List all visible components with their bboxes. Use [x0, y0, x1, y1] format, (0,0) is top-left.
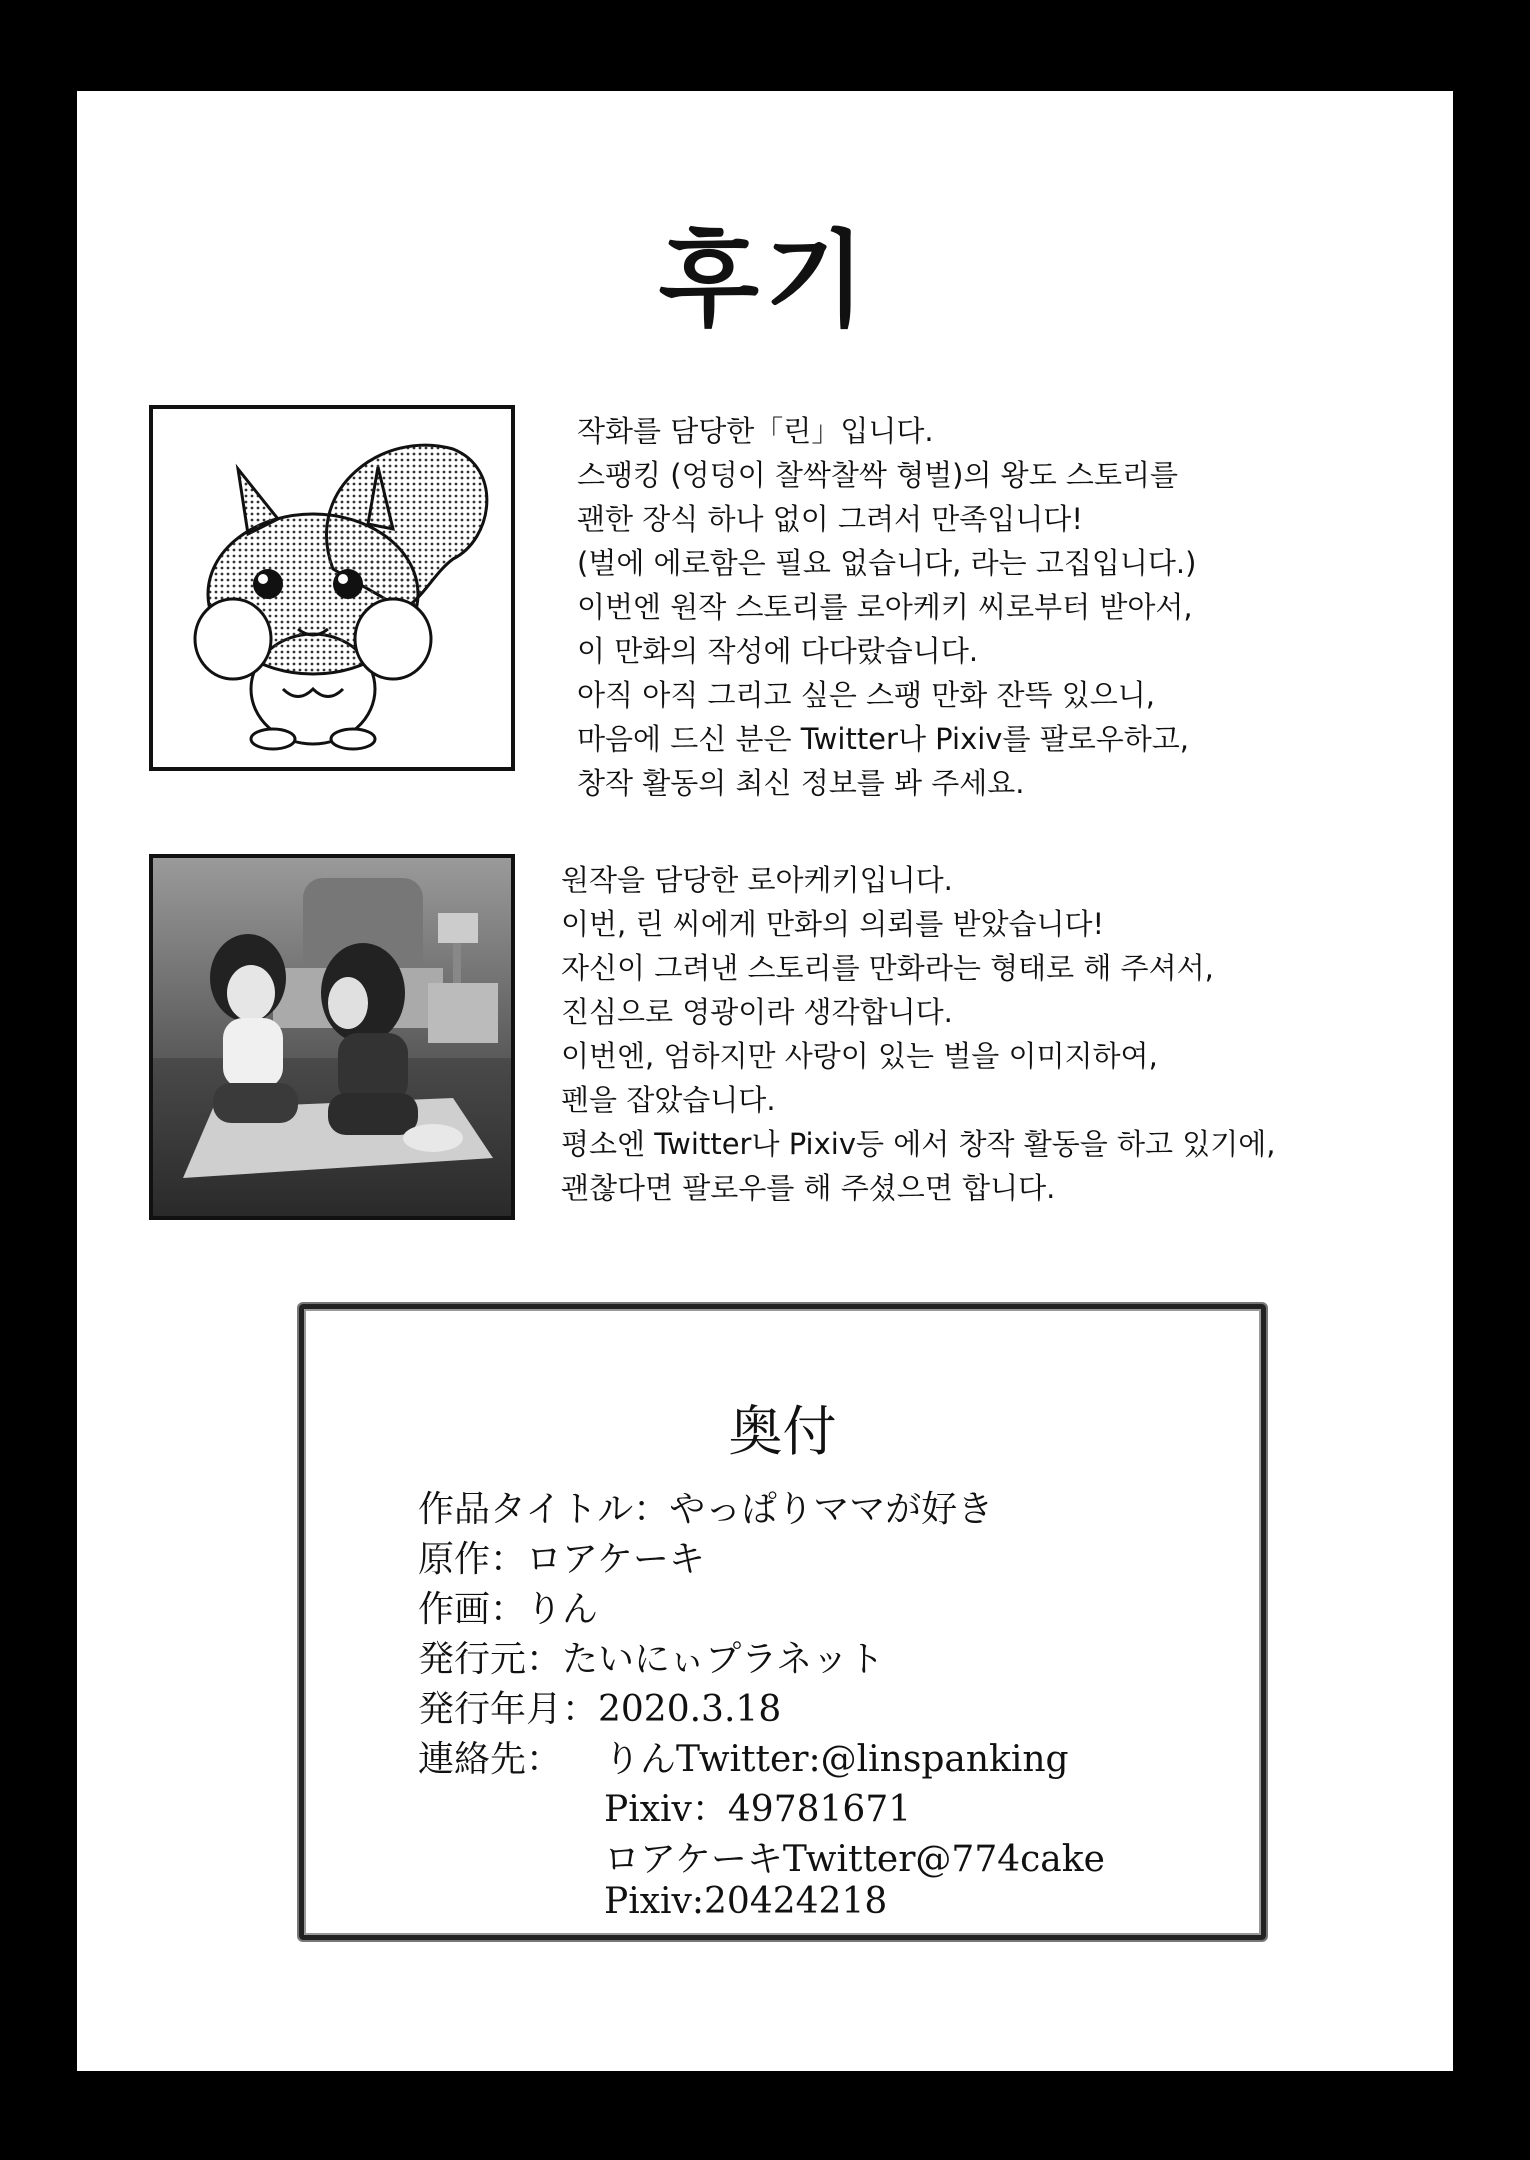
note-line: 마음에 드신 분은 Twitter나 Pixiv를 팔로우하고, — [577, 722, 1189, 756]
colophon-work-title: 作品タイトル：やっぱりママが好き — [418, 1489, 994, 1530]
note-line: 작화를 담당한「린」입니다. — [577, 414, 934, 448]
note-line: 펜을 잡았습니다. — [561, 1083, 776, 1117]
note-line: 진심으로 영광이라 생각합니다. — [561, 995, 953, 1029]
note-line: (벌에 에로함은 필요 없습니다, 라는 고집입니다.) — [577, 546, 1197, 580]
note-line: 원작을 담당한 로아케키입니다. — [561, 863, 953, 897]
note-line: 스팽킹 (엉덩이 찰싹찰싹 형벌)의 왕도 스토리를 — [577, 458, 1178, 492]
colophon-contact-line: ロアケーキTwitter@774cake — [604, 1839, 1105, 1880]
note-line: 자신이 그려낸 스토리를 만화라는 형태로 해 주셔서, — [561, 951, 1214, 985]
colophon-contact-line: Pixiv：49781671 — [604, 1789, 912, 1830]
colophon-publisher: 発行元：たいにぃプラネット — [418, 1639, 885, 1680]
page-title: 후기 — [658, 219, 872, 341]
note-line: 이 만화의 작성에 다다랐습니다. — [577, 634, 979, 668]
note-line: 이번, 린 씨에게 만화의 의뢰를 받았습니다! — [561, 907, 1105, 941]
colophon-box — [299, 1304, 1266, 1940]
note-line: 창작 활동의 최신 정보를 봐 주세요. — [577, 766, 1025, 800]
colophon-original: 原作：ロアケーキ — [418, 1539, 705, 1580]
squirrel-sketch-icon — [149, 405, 515, 771]
colophon-art: 作画：りん — [418, 1589, 599, 1630]
colophon-title: 奥付 — [728, 1400, 837, 1463]
author-note-writer — [561, 858, 1275, 1210]
author-note-artist — [577, 409, 1196, 805]
note-line: 이번엔, 엄하지만 사랑이 있는 벌을 이미지하여, — [561, 1039, 1158, 1073]
page — [77, 91, 1453, 2071]
colophon-contact-line: Pixiv:20424218 — [604, 1881, 888, 1922]
colophon-contact-label: 連絡先： — [418, 1739, 563, 1780]
note-line: 아직 아직 그리고 싶은 스팽 만화 잔뜩 있으니, — [577, 678, 1155, 712]
note-line: 이번엔 원작 스토리를 로아케키 씨로부터 받아서, — [577, 590, 1193, 624]
note-line: 괜한 장식 하나 없이 그려서 만족입니다! — [577, 502, 1083, 536]
3d-render-two-girls-bedroom-icon — [149, 854, 515, 1220]
note-line: 평소엔 Twitter나 Pixiv등 에서 창작 활동을 하고 있기에, — [561, 1127, 1276, 1161]
note-line: 괜찮다면 팔로우를 해 주셨으면 합니다. — [561, 1171, 1056, 1205]
colophon-contact-line: りんTwitter:@linspanking — [604, 1739, 1069, 1780]
colophon-date: 発行年月：2020.3.18 — [418, 1689, 782, 1730]
